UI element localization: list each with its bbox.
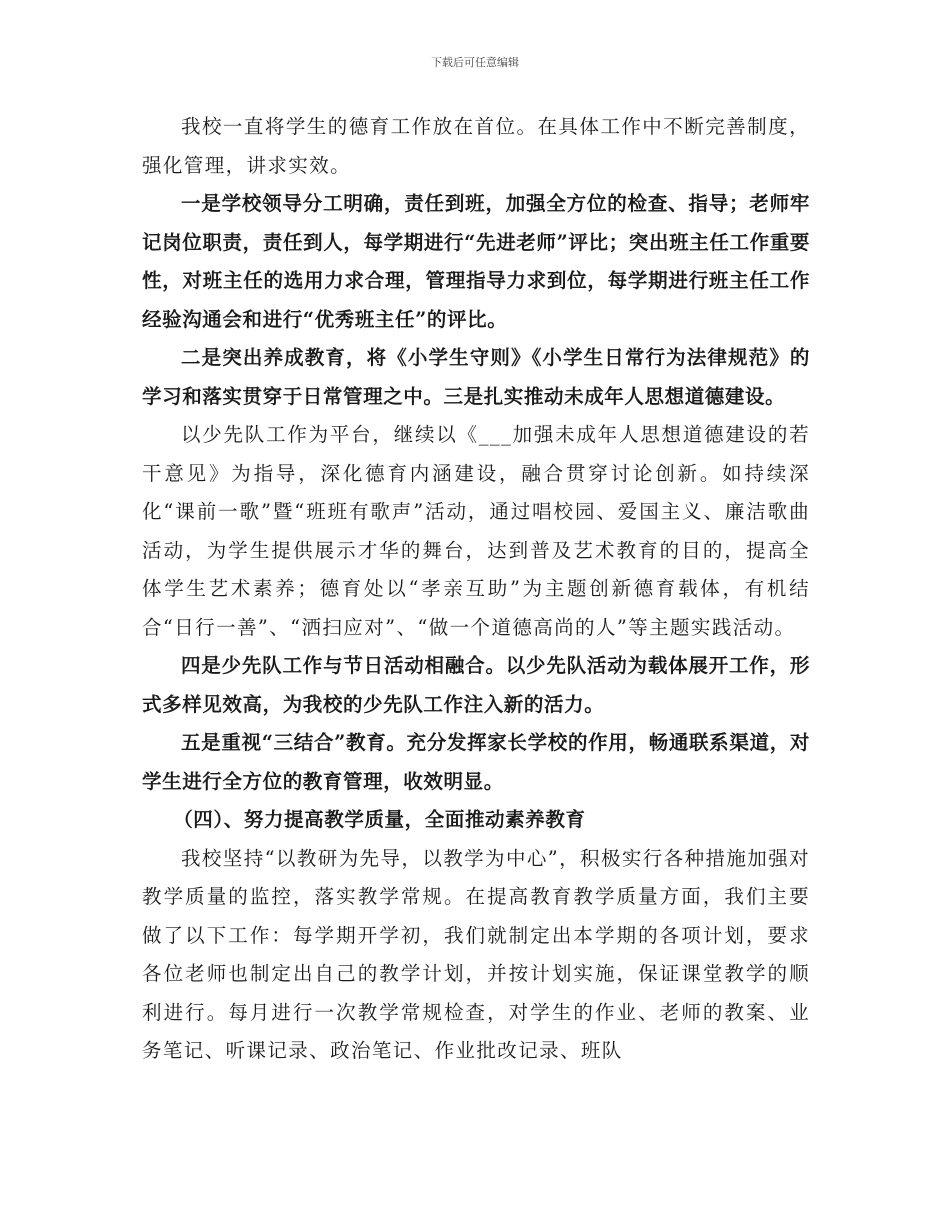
- section-heading-four: （四）、努力提高教学质量，全面推动素养教育: [173, 808, 586, 831]
- paragraph-point-one: 一是学校领导分工明确，责任到班，加强全方位的检查、指导；老师牢记岗位职责，责任到人，每学期进行“先进老师”评比；突出班主任工作重要性，对班主任的选用力求合理，管理指导力求到位，每学期进行班主任工作经验沟通会和进行“优秀班主任”的评比。: [142, 192, 810, 331]
- document-body: [142, 108, 810, 1071]
- paragraph-moral-education-intro: 我校一直将学生的德育工作放在首位。在具体工作中不断完善制度，强化管理，讲求实效。: [142, 115, 810, 177]
- paragraph-point-two-three: 二是突出养成教育，将《小学生守则》《小学生日常行为法律规范》的学习和落实贯穿于日常管理之中。三是扎实推动未成年人思想道德建设。: [142, 346, 810, 408]
- paragraph-point-five: 五是重视“三结合”教育。充分发挥家长学校的作用，畅通联系渠道，对学生进行全方位的教育管理，收效明显。: [142, 731, 810, 793]
- page-header-note: 下载后可任意编辑: [431, 56, 519, 69]
- paragraph-teaching-quality: 我校坚持“以教研为先导，以教学为中心”，积极实行各种措施加强对教学质量的监控，落实教学常规。在提高教育教学质量方面，我们主要做了以下工作：每学期开学初，我们就制定出本学期的各项计划，要求各位老师也制定出自己的教学计划，并按计划实施，保证课堂教学的顺利进行。每月进行一次教学常规检查，对学生的作业、老师的教案、业务笔记、听课记录、政治笔记、作业批改记录、班队: [142, 846, 810, 1062]
- paragraph-young-pioneers-platform: 以少先队工作为平台，继续以《___加强未成年人思想道德建设的若干意见》为指导，深化德育内涵建设，融合贯穿讨论创新。如持续深化“课前一歌”暨“班班有歌声”活动，通过唱校园、爱国主义、廉洁歌曲活动，为学生提供展示才华的舞台，达到普及艺术教育的目的，提高全体学生艺术素养；德育处以“孝亲互助”为主题创新德育载体，有机结合“日行一善”、“洒扫应对”、“做一个道德高尚的人”等主题实践活动。: [142, 423, 810, 639]
- paragraph-point-four: 四是少先队工作与节日活动相融合。以少先队活动为载体展开工作，形式多样见效高，为我校的少先队工作注入新的活力。: [142, 654, 810, 716]
